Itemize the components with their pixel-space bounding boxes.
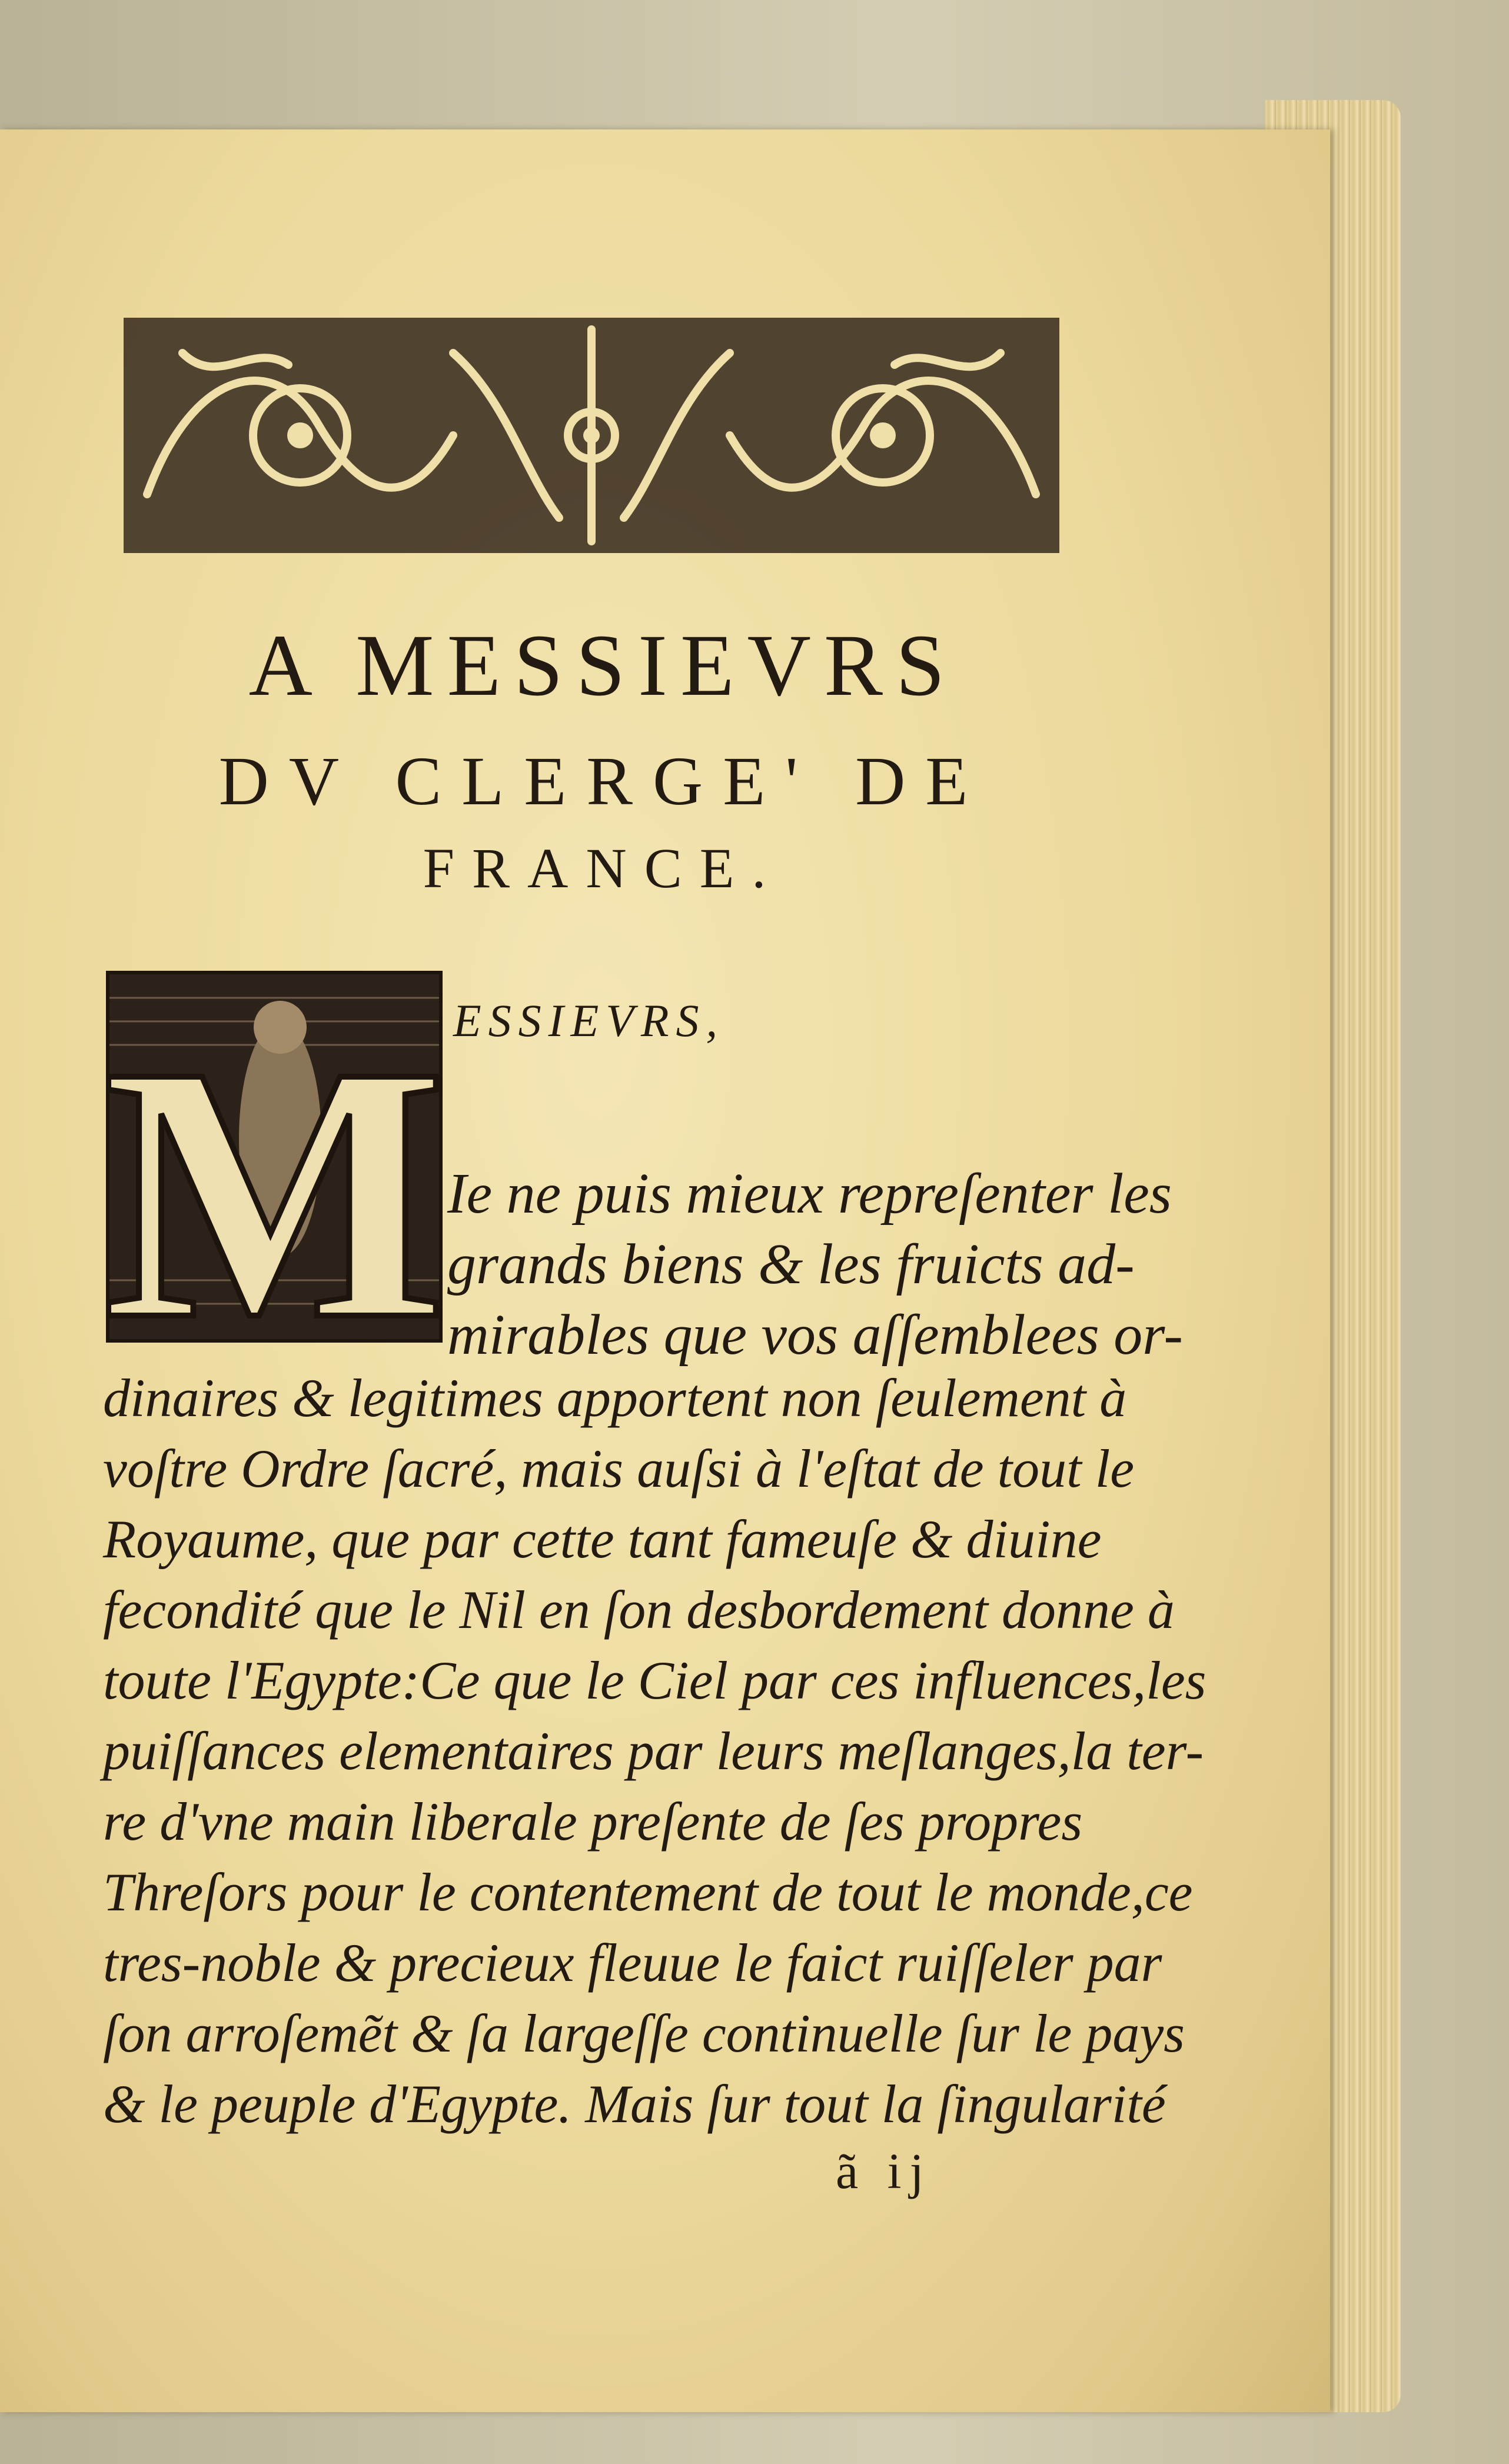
body-line: fecondité que le Nil en ſon desbordement donne à	[103, 1580, 1175, 1640]
salutation: ESSIEVRS,	[453, 995, 725, 1046]
signature-mark: ã ij	[836, 2143, 932, 2199]
body-line: & le peuple d'Egypte. Mais ſur tout la ſingularité	[103, 2074, 1166, 2134]
body-line: grands biens & les fruicts ad-	[447, 1233, 1135, 1296]
body-line: toute l'Egypte:Ce que le Ciel par ces influences,les	[103, 1650, 1206, 1710]
body-line: tres-noble & precieux fleuue le faict ruiſſeler par	[103, 1933, 1162, 1993]
body-line: Royaume, que par cette tant fameuſe & diuine	[103, 1509, 1102, 1569]
body-line: Threſors pour le contentement de tout le monde,ce	[103, 1862, 1193, 1922]
body-line: re d'vne main liberale preſente de ſes propres	[103, 1792, 1083, 1852]
body-line: dinaires & legitimes apportent non ſeulement à	[103, 1368, 1127, 1428]
body-line: Ie ne puis mieux repreſenter les	[447, 1162, 1172, 1226]
title-line-1: A MESSIEVRS	[248, 617, 958, 714]
title-line-2: DV CLERGE' DE	[218, 742, 988, 820]
drop-capital-letter: M	[109, 991, 439, 1339]
body-line: ſon arroſemẽt & ſa largeſſe continuelle ſur le pays	[103, 2003, 1185, 2063]
body-line: voſtre Ordre ſacré, mais auſsi à l'eſtat de tout le	[103, 1439, 1135, 1499]
body-line: puiſſances elementaires par leurs meſlanges,la ter-	[103, 1721, 1204, 1781]
body-line: mirables que vos aſſemblees or-	[447, 1303, 1184, 1367]
title-line-3: FRANCE.	[423, 837, 784, 900]
